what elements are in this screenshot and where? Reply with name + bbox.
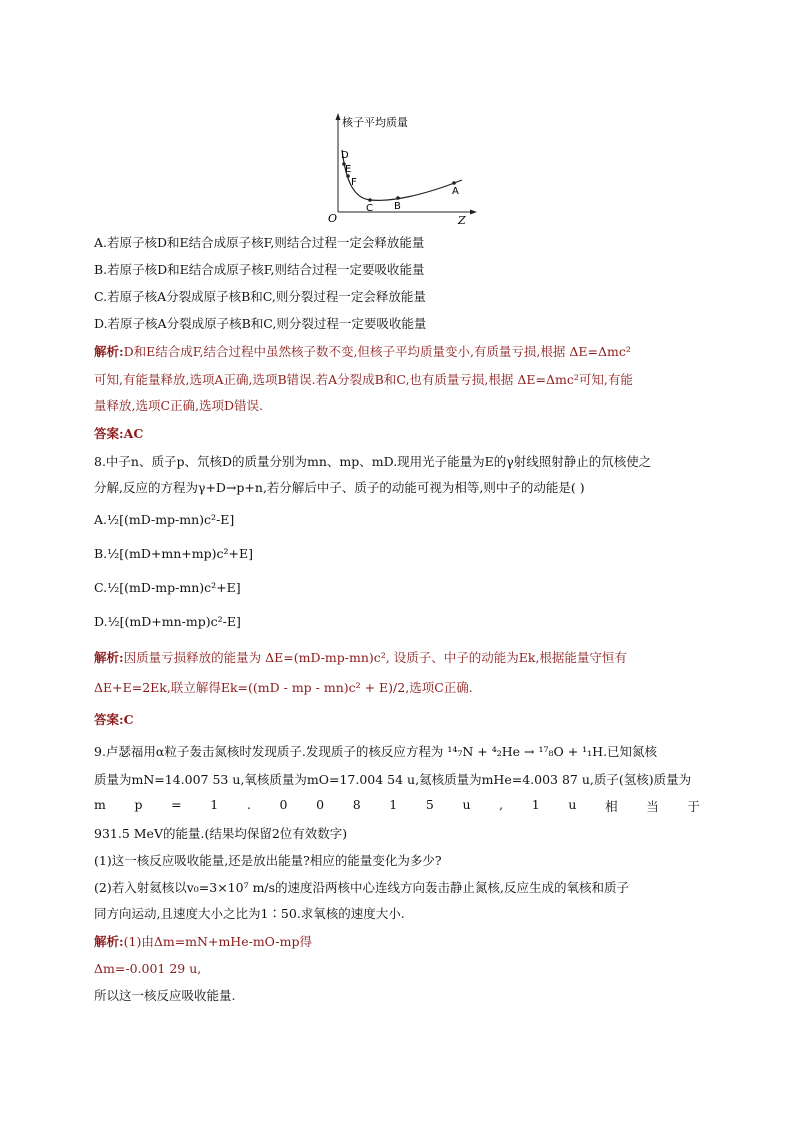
y-axis-arrow [336,113,341,120]
q9-subquestion-2b: 同方向运动,且速度大小之比为1∶50.求氧核的速度大小. [94,906,405,921]
q9-explanation-text-1: (1)由Δm=mN+mHe-mO-mp得 [123,934,312,949]
point-a-dot [452,181,456,185]
q7-option-a: A.若原子核D和E结合成原子核F,则结合过程一定会释放能量 [94,235,425,250]
q9-stem3-part: 0 [316,797,325,812]
q9-explanation-line-1 [94,932,312,952]
point-c-label: C [366,203,373,214]
q9-stem3-part: 5 [425,797,434,812]
q8-stem-line-1: 8.中子n、质子p、氘核D的质量分别为mn、mp、mD.现用光子能量为E的γ射线照射静止的氘核使之 [94,454,652,469]
q9-explanation-line-3: 所以这一核反应吸收能量. [94,988,236,1003]
q8-stem-line-2: 分解,反应的方程为γ+D→p+n,若分解后中子、质子的动能可视为相等,则中子的动能是( ) [94,480,585,495]
q9-stem3-part: 相 [605,799,618,814]
x-axis-arrow [470,210,477,215]
nucleon-mass-graph [322,110,482,228]
y-axis-label: 核子平均质量 [342,116,408,129]
q7-explanation-line-2: 可知,有能量释放,选项A正确,选项B错误.若A分裂成B和C,也有质量亏损,根据 ΔE=Δmc²可知,有能 [94,372,633,387]
q9-stem-line-4: 931.5 MeV的能量.(结果均保留2位有效数字) [94,826,348,841]
q9-stem3-part: 1 [210,797,219,812]
q9-stem3-part: u [462,797,471,812]
point-d-label: D [341,150,349,161]
nucleon-mass-figure [322,110,482,228]
q7-explanation-line-3: 量释放,选项C正确,选项D错误. [94,398,264,413]
q7-explanation-text-1: D和E结合成F,结合过程中虽然核子数不变,但核子平均质量变小,有质量亏损,根据 ΔE=Δmc² [123,344,631,359]
q8-explanation-line-2: ΔE+E=2Ek,联立解得Ek=((mD - mp - mn)c² + E)/2,选项C正确. [94,680,473,695]
q7-option-b: B.若原子核D和E结合成原子核F,则结合过程一定要吸收能量 [94,262,425,277]
q8-answer: 答案:C [94,712,134,727]
q7-option-d: D.若原子核A分裂成原子核B和C,则分裂过程一定要吸收能量 [94,316,427,331]
q8-option-a: A.½[(mD-mp-mn)c²-E] [94,512,235,527]
q9-stem-line-1: 9.卢瑟福用α粒子轰击氮核时发现质子.发现质子的核反应方程为 ¹⁴₇N + ⁴₂He → ¹⁷₈O + ¹₁H.已知氮核 [94,744,658,759]
q9-stem3-part: u [568,797,577,812]
point-a-label: A [452,186,459,197]
q9-stem3-part: p [134,797,143,812]
q7-option-c: C.若原子核A分裂成原子核B和C,则分裂过程一定会释放能量 [94,289,426,304]
q8-option-d: D.½[(mD+mn-mp)c²-E] [94,614,241,629]
q9-stem3-part: , [499,797,504,812]
x-axis-label: Z [458,214,466,227]
point-b-dot [396,196,400,200]
q8-explanation-line-1 [94,648,627,668]
q9-stem3-part: m [94,797,106,812]
q7-explanation-line-1 [94,342,631,362]
q9-subquestion-1: (1)这一核反应吸收能量,还是放出能量?相应的能量变化为多少? [94,853,442,868]
mass-curve [342,150,462,200]
q9-stem3-part: 0 [279,797,288,812]
q9-stem3-part: . [246,797,251,812]
q9-explanation-line-2: Δm=-0.001 29 u, [94,961,202,976]
point-e-label: E [345,164,352,175]
q7-answer: 答案:AC [94,426,144,441]
q9-stem3-part: = [171,797,182,812]
q9-stem3-part: 于 [687,799,700,814]
point-f-label: F [351,177,357,188]
q8-option-c: C.½[(mD-mp-mn)c²+E] [94,580,241,595]
q9-explanation-label: 解析: [94,934,124,949]
point-c-dot [368,198,372,202]
q9-stem3-part: 1 [531,797,540,812]
q9-stem3-part: 当 [646,799,659,814]
q8-option-b: B.½[(mD+mn+mp)c²+E] [94,546,253,561]
q8-explanation-label: 解析: [94,650,124,665]
q7-explanation-label: 解析: [94,344,124,359]
q9-stem-line-2: 质量为mN=14.007 53 u,氧核质量为mO=17.004 54 u,氦核质量为mHe=4.003 87 u,质子(氢核)质量为 [94,772,692,787]
q9-subquestion-2a: (2)若入射氦核以v₀=3×10⁷ m/s的速度沿两核中心连线方向轰击静止氮核,反应生成的氧核和质子 [94,880,630,895]
point-b-label: B [394,201,401,212]
q9-stem3-part: 1 [389,797,398,812]
q9-stem3-part: 8 [352,797,361,812]
q9-stem-line-3 [94,797,700,815]
origin-label: O [328,212,338,225]
q8-explanation-text-1: 因质量亏损释放的能量为 ΔE=(mD-mp-mn)c², 设质子、中子的动能为Ek,根据能量守恒有 [123,650,627,665]
